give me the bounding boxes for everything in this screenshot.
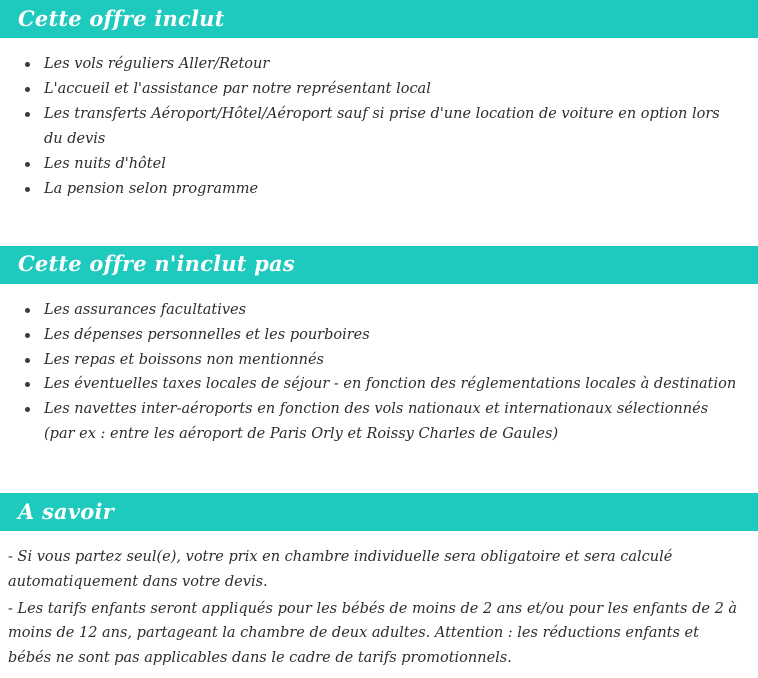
good-to-know-text xyxy=(0,531,758,678)
section-good-to-know xyxy=(0,493,758,678)
list-item: Les dépenses personnelles et les pourboires xyxy=(44,323,742,348)
list-item: Les nuits d'hôtel xyxy=(44,152,742,177)
section-not-included xyxy=(0,246,758,458)
section-title-not-included: Cette offre n'inclut pas xyxy=(0,246,758,284)
paragraph: - Les tarifs enfants seront appliqués pour les bébés de moins de 2 ans et/ou pour les enfants de 2 à moins de 12 ans, partageant la chambre de deux adultes. Attention : les réductions enfants et bébés ne sont pas applicables dans le cadre de tarifs promotionnels. xyxy=(8,600,738,666)
list-item: Les transferts Aéroport/Hôtel/Aéroport sauf si prise d'une location de voiture en option lors du devis xyxy=(44,102,742,152)
spacer-not-included xyxy=(0,457,758,493)
list-item: Les vols réguliers Aller/Retour xyxy=(44,52,742,77)
list-item: Les éventuelles taxes locales de séjour - en fonction des réglementations locales à destination xyxy=(44,372,742,397)
not-included-list xyxy=(0,284,758,458)
section-title-good-to-know: A savoir xyxy=(0,493,758,531)
section-title-included: Cette offre inclut xyxy=(0,0,758,38)
list-item: Les navettes inter-aéroports en fonction des vols nationaux et internationaux sélectionnés (par ex : entre les aéroport de Paris Orly et Roissy Charles de Gaules) xyxy=(44,397,742,447)
list-item: L'accueil et l'assistance par notre représentant local xyxy=(44,77,742,102)
list-item: La pension selon programme xyxy=(44,177,742,202)
list-item: Les repas et boissons non mentionnés xyxy=(44,348,742,373)
included-list xyxy=(0,38,758,212)
section-included xyxy=(0,0,758,212)
paragraph: - Si vous partez seul(e), votre prix en chambre individuelle sera obligatoire et sera calculé automatiquement dans votre devis. xyxy=(8,549,673,590)
list-item: Les assurances facultatives xyxy=(44,298,742,323)
spacer-included xyxy=(0,212,758,246)
